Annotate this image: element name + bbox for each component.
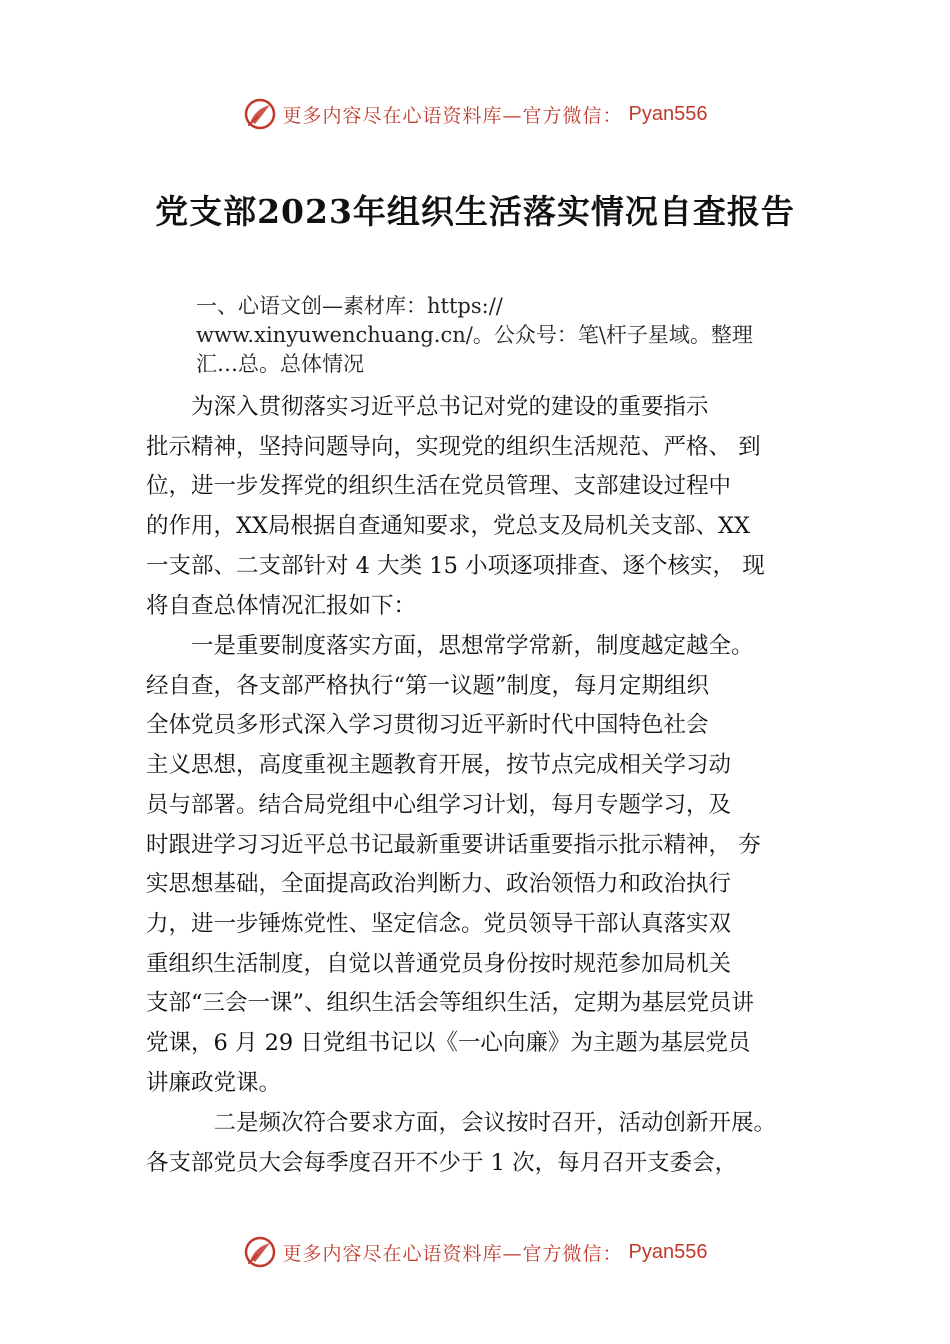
paragraph-system-implementation (146, 627, 826, 1103)
brand-logo-icon (243, 1235, 277, 1269)
paragraph-line: 支部“三会一课”、组织生活会等组织生活，定期为基层党员讲 (146, 990, 755, 1017)
paragraph-line: 将自查总体情况汇报如下： (146, 592, 417, 619)
document-title: 党支部2023年组织生活落实情况自查报告 (155, 192, 795, 231)
intro-line: 汇…总。总体情况 (196, 352, 364, 376)
paragraph-line: 一支部、二支部针对 4 大类 15 小项逐项排查、逐个核实， 现 (146, 552, 765, 579)
paragraph-line: 全体党员多形式深入学习贯彻习近平新时代中国特色社会 (146, 712, 709, 739)
paragraph-line: 各支部党员大会每季度召开不少于 1 次，每月召开支委会， (146, 1149, 738, 1176)
footer-banner (0, 1232, 950, 1272)
paragraph-line: 重组织生活制度，自觉以普通党员身份按时规范参加局机关 (146, 950, 732, 977)
paragraph-line: 经自查，各支部严格执行“第一议题”制度，每月定期组织 (146, 672, 710, 699)
intro-line: 一、心语文创—素材库：https:// (196, 294, 503, 318)
paragraph-line: 批示精神，坚持问题导向，实现党的组织生活规范、严格、 到 (146, 433, 761, 460)
paragraph-line: 党课，6 月 29 日党组书记以《一心向廉》为主题为基层党员 (146, 1030, 751, 1057)
brand-logo-icon (243, 97, 277, 131)
paragraph-frequency (146, 1104, 826, 1183)
paragraph-line: 主义思想，高度重视主题教育开展，按节点完成相关学习动 (146, 752, 732, 779)
paragraph-line: 时跟进学习习近平总书记最新重要讲话重要指示批示精神， 夯 (146, 831, 761, 858)
paragraph-line: 讲廉政党课。 (146, 1069, 282, 1096)
paragraph-line: 为深入贯彻落实习近平总书记对党的建设的重要指示 (146, 394, 709, 420)
intro-line: www.xinyuwenchuang.cn/。公众号：笔\杆子星域。整理 (196, 323, 753, 347)
intro-block (196, 292, 836, 379)
banner-text: 更多内容尽在心语资料库—官方微信： (282, 1242, 623, 1265)
paragraph-line: 员与部署。结合局党组中心组学习计划，每月专题学习，及 (146, 791, 732, 818)
header-banner (0, 94, 950, 134)
paragraph-line: 位，进一步发挥党的组织生活在党员管理、支部建设过程中 (146, 473, 732, 500)
banner-wechat-id: Pyan556 (628, 102, 708, 125)
paragraph-line: 实思想基础，全面提高政治判断力、政治领悟力和政治执行 (146, 871, 732, 898)
paragraph-overview (146, 388, 826, 626)
paragraph-line: 二是频次符合要求方面，会议按时召开，活动创新开展。 (146, 1110, 777, 1136)
paragraph-line: 力，进一步锤炼党性、坚定信念。党员领导干部认真落实双 (146, 910, 732, 937)
paragraph-line: 一是重要制度落实方面，思想常学常新，制度越定越全。 (146, 633, 754, 659)
banner-wechat-id: Pyan556 (628, 1240, 708, 1263)
paragraph-line: 的作用，XX局根据自查通知要求，党总支及局机关支部、XX (146, 513, 751, 540)
banner-text: 更多内容尽在心语资料库—官方微信： (282, 104, 623, 127)
